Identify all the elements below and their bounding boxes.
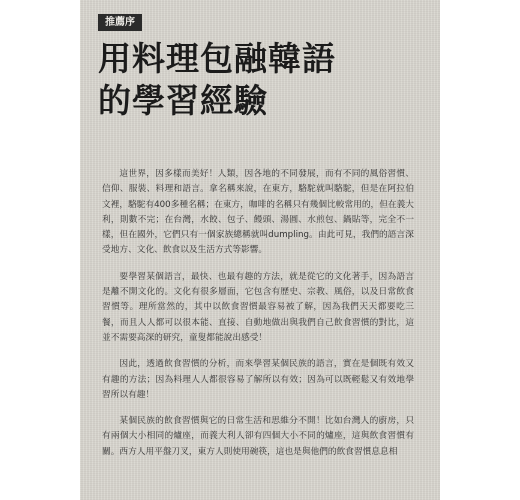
paragraph: 因此，透過飲食習慣的分析，而來學習某個民族的語言，實在是個既有效又有趣的方法；因為料理人人都很容易了解所以有效；因為可以既輕鬆又有效地學習所以有趣！ (102, 359, 414, 400)
paragraph: 要學習某個語言，最快、也最有趣的方法，就是從它的文化著手，因為語言是離不開文化的。文化有很多層面，它包含有歷史、宗教、風俗，以及日常飲食習慣等。理所當然的，其中以飲食習慣最容易被了解，因為我們天天都要吃三餐，而且人人都可以很本能、直接、自動地做出與我們自己飲食習慣的對比，這並不需要高深的研究，童叟都能說出感受！ (102, 271, 414, 343)
title-line-2: 的學習經驗 (98, 81, 268, 120)
body-text (102, 167, 414, 471)
paragraph: 某個民族的飲食習慣與它的日常生活和思維分不開！比如台灣人的廚房，只有兩個大小相同的爐座，而義大利人卻有四個大小不同的爐座，這與飲食習慣有關。西方人用平盤刀叉，東方人則使用碗筷，這也是與他們的飲食習慣息息相 (102, 416, 414, 457)
title-line-1: 用料理包融韓語 (98, 39, 336, 78)
paragraph: 這世界，因多樣而美好！人類，因各地的不同發展，而有不同的風俗習慣、信仰、服裝、料理和語言。拿名稱來說，在東方，駱駝就叫駱駝，但是在阿拉伯文裡，駱駝有400多種名稱；在東方，咖啡的名稱只有幾個比較常用的，但在義大利，則數不完；在台灣，水餃、包子、饅頭、湯圓、水煎包、鍋貼等，完全不一樣，但在國外，它們只有一個家族總稱就叫dumpling。由此可見，我們的語言深受地方、文化、飲食以及生活方式等影響。 (102, 169, 414, 256)
section-tag: 推薦序 (98, 14, 142, 31)
page-title (98, 38, 428, 122)
book-page (80, 0, 440, 500)
